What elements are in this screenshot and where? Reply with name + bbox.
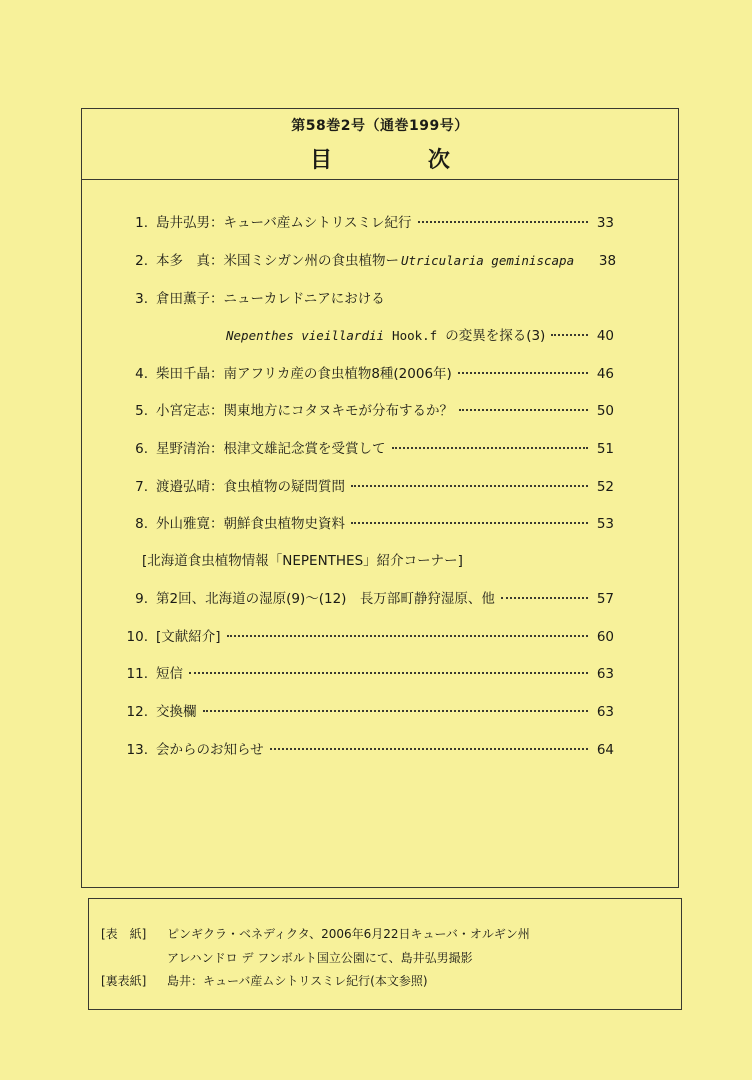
toc-item-title: 倉田薫子：ニューカレドニアにおける [156,291,385,307]
toc-item-page: 60 [596,629,614,645]
leader-dots [227,635,588,637]
leader-dots [551,334,588,336]
issue-header [81,108,679,180]
leader-dots [501,597,588,599]
leader-dots [203,710,589,712]
toc-item-title: 第2回、北海道の湿原(9)～(12) 長万部町静狩湿原、他 [156,591,495,607]
toc-item-number: 12. [126,704,148,720]
cover-notes [88,898,682,1010]
toc-item-page: 51 [596,441,614,457]
leader-dots [458,372,588,374]
leader-dots [351,522,588,524]
toc-item[interactable] [120,211,614,231]
toc-item-number: 7. [135,479,148,495]
toc-item-title: [文献紹介] [156,629,221,645]
toc-section-heading [142,549,614,569]
toc-item-number: 10. [126,629,148,645]
toc-item-page: 46 [596,366,614,382]
toc-item[interactable] [120,399,614,419]
toc-item-number: 8. [135,516,148,532]
leader-dots [418,221,588,223]
toc-item-continuation[interactable] [226,324,614,344]
toc-item-page: 52 [596,479,614,495]
page-title: 目 次 [310,148,494,173]
leader-dots [189,672,588,674]
toc-item-number: 3. [135,291,148,307]
toc-item[interactable] [120,625,614,645]
cover-caption-line2: アレハンドロ デ フンボルト国立公園にて、島井弘男撮影 [167,951,473,965]
toc-item[interactable] [120,512,614,532]
toc-item-number: 5. [135,403,148,419]
toc-item-page: 50 [596,403,614,419]
toc-item[interactable] [120,437,614,457]
leader-dots [351,485,588,487]
toc-item-title: 星野清治：根津文雄記念賞を受賞して [156,441,386,457]
toc-item[interactable] [120,700,614,720]
toc-item[interactable] [120,287,614,307]
leader-dots [392,447,589,449]
toc-item-title: 渡邉弘晴：食虫植物の疑問質問 [156,479,345,495]
toc-item-number: 6. [135,441,148,457]
toc-item-page: 40 [596,328,614,344]
toc-item-number: 9. [135,591,148,607]
toc-item-number: 1. [135,215,148,231]
toc-item-species: Nepenthes vieillardii [226,328,385,343]
toc-item[interactable] [120,738,614,758]
toc-item[interactable] [120,587,614,607]
toc-item-page: 38 [598,253,617,269]
toc-item[interactable] [120,362,614,382]
cover-label: [表 紙] [101,927,147,941]
toc-item-page: 57 [596,591,614,607]
leader-dots [459,409,588,411]
toc-item-title: 柴田千晶：南アフリカ産の食虫植物8種(2006年) [156,366,452,382]
toc-item-number: 4. [135,366,148,382]
toc-item[interactable] [120,662,614,682]
toc-item-title: 会からのお知らせ [156,742,264,758]
toc-item-title: 短信 [156,666,183,682]
toc-item-title: 小宮定志：関東地方にコタヌキモが分布するか？ [156,403,453,419]
back-cover-caption: 島井：キューバ産ムシトリスミレ紀行(本文参照) [167,974,428,988]
toc-item-title: の変異を探る(3) [445,328,546,344]
toc-item-number: 13. [126,742,148,758]
toc-item-number: 2. [135,253,148,269]
toc-item-title: 本多 真：米国ミシガン州の食虫植物ー [156,253,399,269]
toc-item-page: 64 [596,742,614,758]
back-cover-label: [裏表紙] [101,974,147,988]
cover-caption-line1: ピンギクラ・ベネディクタ、2006年6月22日キューバ・オルギン州 [167,927,530,941]
section-heading: [北海道食虫植物情報「NEPENTHES」紹介コーナー] [142,553,463,569]
toc-item-page: 33 [596,215,614,231]
toc-item-authority: Hook.f [392,328,438,343]
toc-item-title: 交換欄 [156,704,197,720]
toc-item-title: 外山雅寛：朝鮮食虫植物史資料 [156,516,345,532]
toc-item-title: 島井弘男：キューバ産ムシトリスミレ紀行 [156,215,412,231]
toc-item-number: 11. [126,666,148,682]
toc-item-page: 63 [596,704,614,720]
toc-item-page: 63 [596,666,614,682]
leader-dots [270,748,588,750]
toc-item-species: Utricularia geminiscapa [401,253,575,268]
toc-item-page: 53 [596,516,614,532]
toc-item[interactable] [120,475,614,495]
toc-item[interactable] [120,249,617,269]
issue-number: 第58巻2号（通巻199号） [291,118,469,134]
